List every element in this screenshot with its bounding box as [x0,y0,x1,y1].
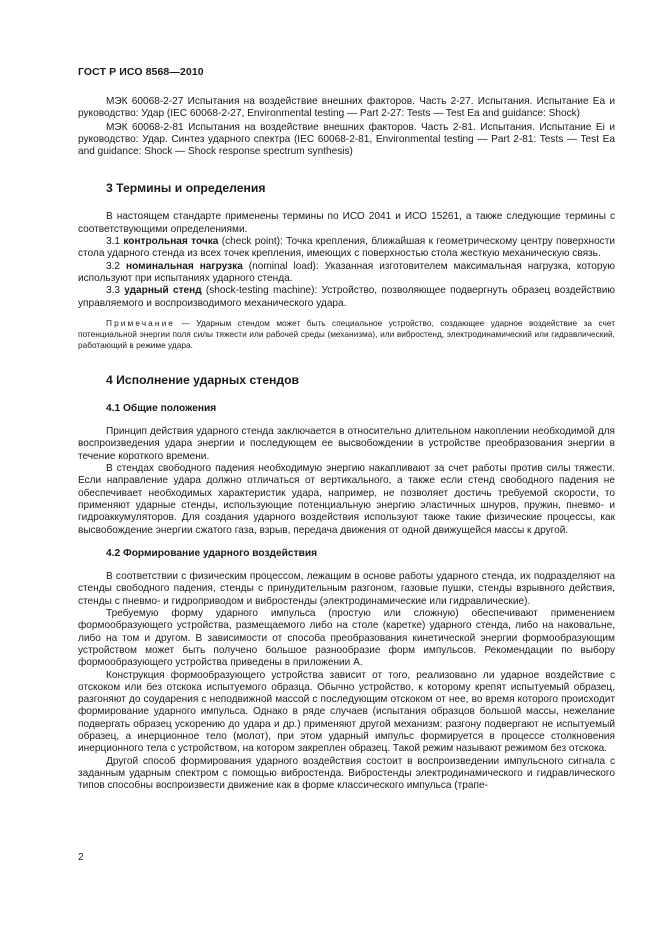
section-3-heading: 3 Термины и определения [106,181,266,196]
subsection-4-2-para-4: Другой способ формирования ударного воздействия состоит в воспроизведении импульсного сигнала с заданным ударным спектром с помощью вибростенда. Вибростенды электродинамического и гидравлического типов способны воспроизвести движение как в форме классического импульса (трапе- [78,755,615,792]
document-header: ГОСТ Р ИСО 8568—2010 [78,66,204,78]
note-label: Примечание [106,317,176,328]
term-3-1: 3.1 контрольная точка (check point): Точка крепления, ближайшая к геометрическому центру поверхности стола ударного стенда из всех точек крепления, имеющих с поверхностью стола жесткую механическую связь. [78,236,615,260]
subsection-4-1-heading: 4.1 Общие положения [106,402,217,414]
section-4-heading: 4 Исполнение ударных стендов [106,372,300,387]
subsection-4-2-para-1: В соответствии с физическим процессом, лежащим в основе работы ударного стенда, их подразделяют на стенды свободного падения, стенды с принудительным разгоном, газовые пушки, стенды взрывного действия, стенды с пневмо- и гидроприводом и вибростенды (электродинамические или гидравлические). [78,571,615,607]
page-number: 2 [78,852,84,863]
term-3-3-name: ударный стенд [124,285,202,297]
term-3-3: 3.3 ударный стенд (shock-testing machine): Устройство, позволяющее подвергнуть образец воздействию управляемого и воспроизводимого механического удара. [78,285,615,309]
section-3-intro: В настоящем стандарте применены термины по ИСО 2041 и ИСО 15261, а также следующие термины с соответствующими определениями. [78,211,615,235]
subsection-4-1-para-2: В стендах свободного падения необходимую энергию накапливают за счет работы против силы тяжести. Если направление удара должно отличаться от вертикального, а также если стенд свободного падения не обеспечивает необходимых характеристик удара, например, не позволяет достичь требуемой скорости, то применяют ударные стенды, использующие потенциальную энергию эластичных шнуров, пружин, пневмо- и гидроаккумуляторов. Для создания ударного воздействия используют также такие физические процессы, как высвобождение энергии сжатого газа, взрыв, передача движения от одной движущейся массы к другой. [78,463,615,536]
term-3-2: 3.2 номинальная нагрузка (nominal load): Указанная изготовителем максимальная нагрузка, которую используют при испытаниях ударного стенда. [78,260,615,284]
subsection-4-2-para-3: Конструкция формообразующего устройства зависит от того, реализовано ли ударное воздействие с отскоком или без отскока испытуемого образца. Обычно устройство, к которому крепят испытуемый образец, разгоняют до соударения с неподвижной массой с последующим отскоком от нее, во время которого происходит формирование ударного импульса. Однако в ряде случаев (испытания образцов большой массы, нежелание подвергать образец ускорению до удара и др.) применяют другой механизм: разгону подвергают не испытуемый образец, а инерционное тело (молот), при этом ударный импульс формируется в процессе столкновения инерционного тела с устройством, на котором закреплен образец. Такой режим называют режимом без отскока. [78,669,615,755]
note-text: — Ударным стендом может быть специальное устройство, создающее ударное воздействие за счет потенциальной энергии поля силы тяжести или рабочей среды (механизма), или вибростенд, электродинамический или гидравлический, работающий в режиме удара. [78,317,615,350]
reference-iec-60068-2-27: МЭК 60068-2-27 Испытания на воздействие внешних факторов. Часть 2-27. Испытания. Испытание Еа и руководство: Удар (IEC 60068-2-27, Environmental testing — Part 2-27: Tests — Test Ea and guidance: Shock) [78,96,615,120]
subsection-4-1-para-1: Принцип действия ударного стенда заключается в относительно длительном накоплении необходимой для воспроизведения удара энергии и последующем ее высвобождении в устройстве преобразования энергии в течение короткого времени. [78,426,615,462]
term-3-1-name: контрольная точка [123,236,219,248]
subsection-4-2-heading: 4.2 Формирование ударного воздействия [106,547,318,559]
document-body [78,96,615,792]
reference-iec-60068-2-81: МЭК 60068-2-81 Испытания на воздействие внешних факторов. Часть 2-81. Испытания. Испытание Еі и руководство: Удар. Синтез ударного спектра (IEC 60068-2-81, Environmental testing — Part 2-81: Tests — Test Ea and guidance: Shock — Shock response spectrum synthesis) [78,121,615,158]
subsection-4-2-para-2: Требуемую форму ударного импульса (простую или сложную) обеспечивают применением формообразующего устройства, размещаемого либо на столе (каретке) ударного стенда, либо на наковальне, либо на том и другом. В зависимости от способа преобразования кинетической энергии формообразующим устройством может быть получено большое разнообразие форм импульсов. Рекомендации по выбору формообразующего устройства приведены в приложении А. [78,608,615,669]
section-3-note [78,318,615,351]
term-3-2-name: номинальная нагрузка [126,260,243,272]
